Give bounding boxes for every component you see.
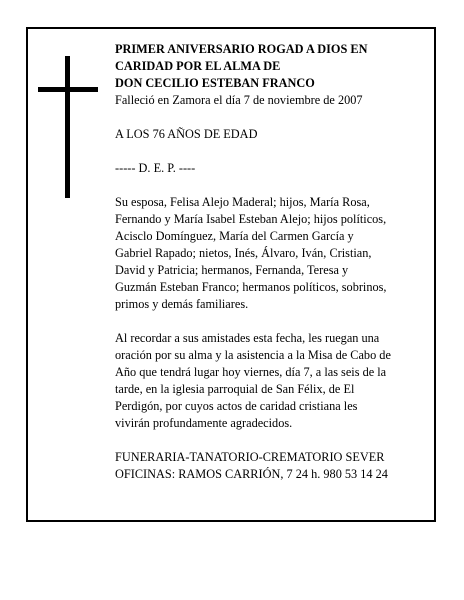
family-line: Su esposa, Felisa Alejo Maderal; hijos, María Rosa, (115, 195, 370, 209)
cross-icon (38, 56, 98, 198)
funeral-home-name: FUNERARIA-TANATORIO-CREMATORIO SEVER (115, 450, 385, 464)
family-line: Acisclo Domínguez, María del Carmen García y (115, 229, 354, 243)
mass-line: oración por su alma y la asistencia a la Misa de Cabo de (115, 348, 391, 362)
mass-line: Año que tendrá lugar hoy viernes, día 7, a las seis de la (115, 365, 387, 379)
cross-vertical-bar (65, 56, 70, 198)
age-line: A LOS 76 AÑOS DE EDAD (115, 127, 258, 141)
mass-paragraph (115, 330, 427, 432)
heading-line: CARIDAD POR EL ALMA DE (115, 59, 281, 73)
mass-line: Al recordar a sus amistades esta fecha, les ruegan una (115, 331, 380, 345)
family-line: David y Patricia; hermanos, Fernanda, Teresa y (115, 263, 349, 277)
mass-line: vivirán profundamente agradecidos. (115, 416, 293, 430)
family-paragraph (115, 194, 427, 313)
mass-line: Perdigón, por cuyos actos de caridad cristiana les (115, 399, 358, 413)
notice-heading (115, 41, 427, 92)
funeral-home-contact: OFICINAS: RAMOS CARRIÓN, 7 24 h. 980 53 14 24 (115, 467, 388, 481)
death-date-line: Falleció en Zamora el día 7 de noviembre de 2007 (115, 93, 363, 107)
family-line: Gabriel Rapado; nietos, Inés, Álvaro, Iván, Cristian, (115, 246, 372, 260)
funeral-home-block (115, 449, 427, 483)
family-line: primos y demás familiares. (115, 297, 249, 311)
cross-horizontal-bar (38, 87, 98, 92)
family-line: Guzmán Esteban Franco; hermanos políticos, sobrinos, (115, 280, 387, 294)
mass-line: tarde, en la iglesia parroquial de San Félix, de El (115, 382, 355, 396)
notice-content (115, 41, 427, 483)
deceased-name: DON CECILIO ESTEBAN FRANCO (115, 76, 315, 90)
heading-line: PRIMER ANIVERSARIO ROGAD A DIOS EN (115, 42, 368, 56)
rip-line: ----- D. E. P. ---- (115, 161, 196, 175)
family-line: Fernando y María Isabel Esteban Alejo; hijos políticos, (115, 212, 387, 226)
obituary-notice (26, 27, 436, 522)
